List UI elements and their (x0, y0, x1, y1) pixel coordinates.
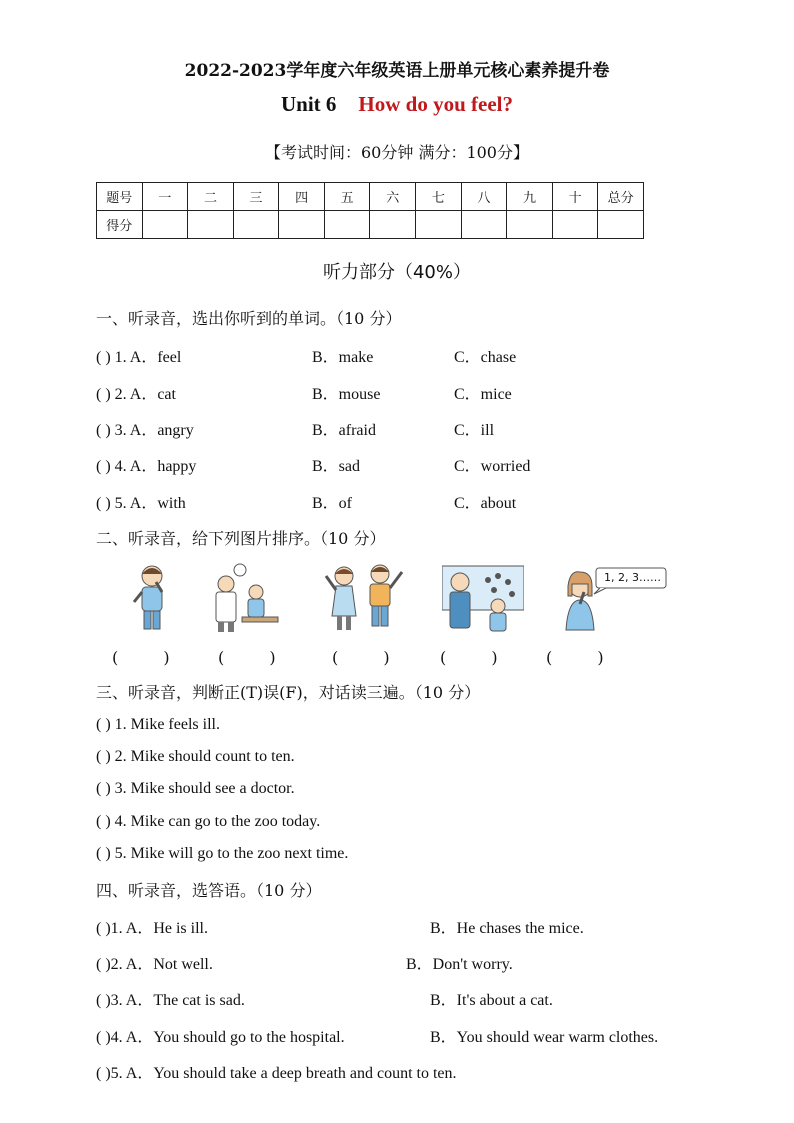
picture-shop-scene (442, 562, 524, 634)
score-blank[interactable] (598, 211, 644, 239)
part3-statement-5: ( ) 5. Mike will go to the zoo next time. (96, 845, 349, 862)
part3-statement-3: ( ) 3. Mike should see a doctor. (96, 780, 295, 797)
part4-option-b-2: B．Don't worry. (406, 956, 513, 973)
score-blank[interactable] (279, 211, 325, 239)
option-b: B．make (312, 349, 374, 366)
speech-bubble-text: 1, 2, 3…… (604, 571, 661, 584)
part3-statement-4: ( ) 4. Mike can go to the zoo today. (96, 813, 321, 830)
option-b: B．of (312, 495, 353, 512)
score-cell: 二 (188, 183, 234, 211)
listening-section-title: 听力部分（40%） (322, 262, 471, 283)
exam-title: 2022-2023学年度六年级英语上册单元核心素养提升卷 (184, 61, 610, 81)
part4-heading: 四、听录音，选答语。（10 分） (96, 881, 322, 900)
unit-topic: How do you feel? (358, 92, 513, 116)
score-table-score-row (97, 211, 644, 239)
unit-number: Unit 6 (280, 92, 337, 116)
part4-option-a-2: ( )2. A．Not well. (96, 956, 213, 973)
score-cell: 一 (142, 183, 188, 211)
option-b: B．sad (312, 458, 361, 475)
score-blank[interactable] (461, 211, 507, 239)
score-row-label: 得分 (97, 211, 143, 239)
score-cell: 九 (507, 183, 553, 211)
question-stem: ( ) 4. A．happy (96, 458, 197, 475)
score-blank[interactable] (370, 211, 416, 239)
picture-order-blank-4[interactable]: ( ) (440, 648, 498, 667)
score-blank[interactable] (507, 211, 553, 239)
part3-statement-2: ( ) 2. Mike should count to ten. (96, 748, 295, 765)
score-cell: 三 (233, 183, 279, 211)
part3-heading: 三、听录音，判断正(T)误(F)，对话读三遍。（10 分） (96, 683, 481, 702)
option-c: C．worried (454, 458, 531, 475)
score-blank[interactable] (188, 211, 234, 239)
part3-statement-1: ( ) 1. Mike feels ill. (96, 716, 220, 733)
score-blank[interactable] (233, 211, 279, 239)
unit-title (0, 92, 794, 117)
score-table-header-row (97, 183, 644, 211)
score-table (96, 182, 644, 239)
score-blank[interactable] (552, 211, 598, 239)
part4-option-a-3: ( )3. A．The cat is sad. (96, 992, 245, 1009)
picture-order-blank-2[interactable]: ( ) (218, 648, 276, 667)
picture-order-blank-5[interactable]: ( ) (546, 648, 604, 667)
option-c: C．about (454, 495, 517, 512)
option-c: C．ill (454, 422, 495, 439)
part4-option-b-4: B．You should wear warm clothes. (430, 1029, 659, 1046)
question-stem: ( ) 3. A．angry (96, 422, 194, 439)
part4-option-a-4: ( )4. A．You should go to the hospital. (96, 1029, 345, 1046)
score-cell: 八 (461, 183, 507, 211)
score-blank[interactable] (416, 211, 462, 239)
score-cell: 总分 (598, 183, 644, 211)
picture-order-blank-3[interactable]: ( ) (332, 648, 390, 667)
option-b: B．afraid (312, 422, 376, 439)
option-c: C．mice (454, 386, 512, 403)
score-cell: 题号 (97, 183, 143, 211)
question-stem: ( ) 2. A．cat (96, 386, 176, 403)
picture-order-blank-1[interactable]: ( ) (112, 648, 170, 667)
score-blank[interactable] (324, 211, 370, 239)
score-cell: 四 (279, 183, 325, 211)
part4-option-a-1: ( )1. A．He is ill. (96, 920, 208, 937)
part2-heading: 二、听录音，给下列图片排序。（10 分） (96, 529, 386, 548)
exam-info: 【考试时间：60分钟 满分：100分】 (265, 143, 529, 162)
score-blank[interactable] (142, 211, 188, 239)
option-b: B．mouse (312, 386, 381, 403)
picture-children-waving (322, 562, 406, 634)
part1-heading: 一、听录音，选出你听到的单词。（10 分） (96, 309, 402, 328)
picture-ill-boy (130, 562, 176, 634)
question-stem: ( ) 5. A．with (96, 495, 186, 512)
option-c: C．chase (454, 349, 517, 366)
picture-doctor-visit (208, 562, 280, 634)
score-cell: 五 (324, 183, 370, 211)
question-stem: ( ) 1. A．feel (96, 349, 182, 366)
part4-option-b-1: B．He chases the mice. (430, 920, 584, 937)
part4-option-a-5: ( )5. A．You should take a deep breath and count to ten. (96, 1065, 457, 1082)
part4-option-b-3: B．It's about a cat. (430, 992, 553, 1009)
score-cell: 十 (552, 183, 598, 211)
score-cell: 七 (416, 183, 462, 211)
score-cell: 六 (370, 183, 416, 211)
